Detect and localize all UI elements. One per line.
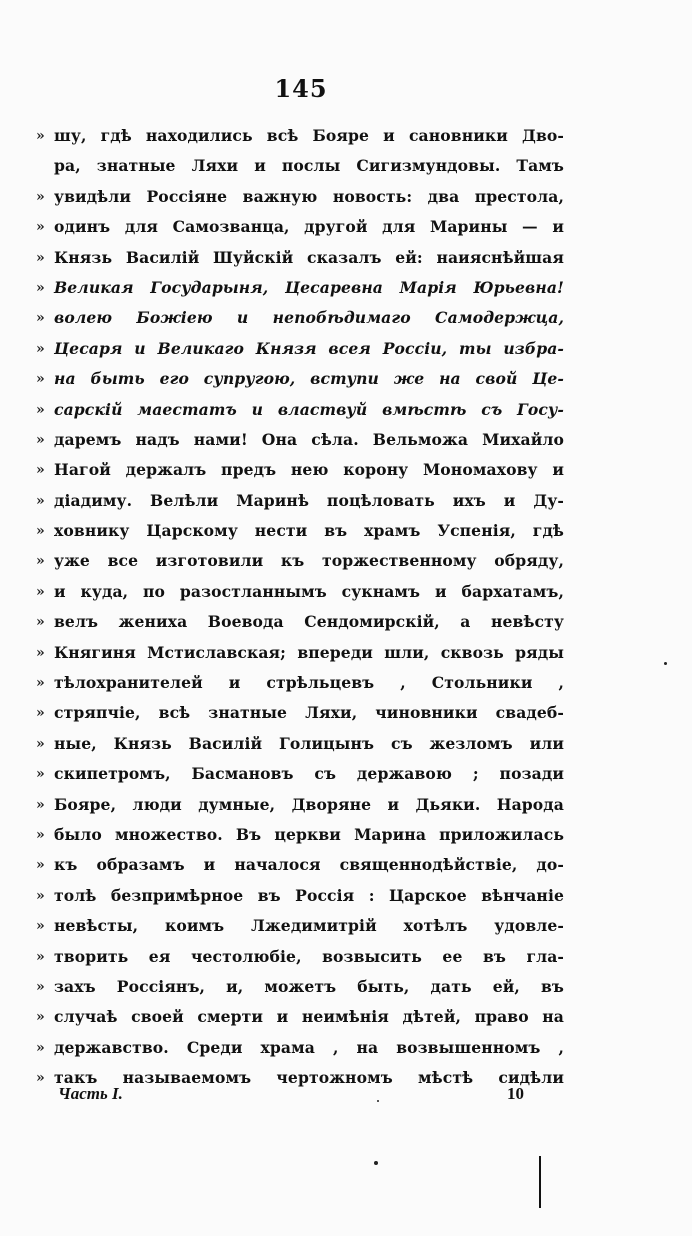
quote-marker: » [36, 796, 45, 813]
text-line [36, 212, 572, 242]
page-text-block [36, 121, 572, 1094]
line-text: уже все изготовили къ торжественному обряду, [54, 551, 564, 571]
line-text: діадиму. Велѣли Маринѣ поцѣловать ихъ и Ду- [54, 490, 564, 510]
text-line [36, 790, 572, 820]
line-text: случаѣ своей смерти и неимѣнія дѣтей, право на [54, 1007, 564, 1027]
text-line [36, 546, 572, 576]
quote-marker: » [36, 249, 45, 266]
text-line [36, 911, 572, 941]
quote-marker: » [36, 826, 45, 843]
text-line [36, 607, 572, 637]
line-text: скипетромъ, Басмановъ съ державою ; позади [54, 764, 564, 784]
quote-marker: » [36, 1009, 45, 1026]
line-text: тѣлохранителей и стрѣльцевъ , Стольники , [54, 673, 564, 693]
line-text: Нагой держалъ предъ нею корону Мономахову и [54, 460, 564, 480]
line-text: захъ Россіянъ, и, можетъ быть, дать ей, въ [54, 976, 564, 996]
line-text: стряпчіе, всѣ знатные Ляхи, чиновники свадеб- [54, 703, 564, 723]
text-line [36, 364, 572, 394]
text-line [36, 698, 572, 728]
line-text: Великая Государыня, Цесаревна Марія Юрьевна! [54, 277, 564, 297]
line-text: даремъ надъ нами! Она сѣла. Вельможа Михайло [54, 429, 564, 449]
line-text: ные, Князь Василій Голицынъ съ жезломъ или [54, 733, 564, 753]
footer-part-label: Часть I. [58, 1084, 123, 1103]
line-text: Цесаря и Великаго Князя всея Россіи, ты избра- [54, 338, 564, 358]
text-line [36, 455, 572, 485]
quote-marker: » [36, 219, 45, 236]
line-text: было множество. Въ церкви Марина приложилась [54, 824, 564, 844]
quote-marker: » [36, 431, 45, 448]
line-text: увидѣли Россіяне важную новость: два престола, [54, 186, 564, 206]
quote-marker: » [36, 948, 45, 965]
line-text: такъ называемомъ чертожномъ мѣстѣ сидѣли [54, 1068, 564, 1088]
line-text: шу, гдѣ находились всѣ Бояре и сановники Дво- [54, 126, 564, 145]
text-line [36, 1002, 572, 1032]
text-line [36, 729, 572, 759]
line-text: къ образамъ и началося священнодѣйствіе, до- [54, 855, 564, 875]
line-text: ра, знатные Ляхи и послы Сигизмундовы. Тамъ [54, 156, 564, 176]
line-text: Княгиня Мстиславская; впереди шли, сквозь ряды [54, 642, 564, 662]
quote-marker: » [36, 614, 45, 631]
page-number: 145 [274, 74, 328, 103]
quote-marker: » [36, 462, 45, 479]
line-text: державство. Среди храма , на возвышенномъ , [54, 1037, 564, 1057]
quote-marker: » [36, 188, 45, 205]
page-footer [58, 1084, 524, 1114]
line-text: Князь Василій Шуйскій сказалъ ей: наияснѣйшая [54, 247, 564, 267]
line-text: толѣ безпримѣрное въ Россія : Царское вѣнчаніе [54, 885, 564, 905]
line-text: волею Божіею и непобѣдимаго Самодержца, [54, 308, 564, 328]
text-line [36, 273, 572, 303]
text-line [36, 395, 572, 425]
text-line [36, 182, 572, 212]
quote-marker: » [36, 735, 45, 752]
footer-signature-number: 10 [507, 1084, 524, 1103]
quote-marker: » [36, 128, 45, 144]
text-line [36, 334, 572, 364]
text-line [36, 486, 572, 516]
quote-marker: » [36, 279, 45, 296]
text-line [36, 668, 572, 698]
line-text: на быть его супругою, вступи же на свой Це- [54, 369, 564, 389]
quote-marker: » [36, 523, 45, 540]
line-text: ховнику Царскому нести въ храмъ Успенія, гдѣ [54, 521, 564, 541]
quote-marker: » [36, 857, 45, 874]
quote-marker: » [36, 553, 45, 570]
quote-marker: » [36, 887, 45, 904]
line-text: одинъ для Самозванца, другой для Марины — и [54, 217, 564, 237]
quote-marker: » [36, 705, 45, 722]
line-text: творить ея честолюбіе, возвысить ее въ гла- [54, 946, 564, 966]
quote-marker: » [36, 766, 45, 783]
ink-speck [664, 662, 667, 665]
text-line [36, 850, 572, 880]
text-line [36, 577, 572, 607]
text-line [36, 638, 572, 668]
text-line [36, 151, 572, 181]
ink-speck [377, 1100, 379, 1102]
text-line [36, 121, 572, 151]
text-line [36, 972, 572, 1002]
quote-marker: » [36, 401, 45, 418]
quote-marker: » [36, 978, 45, 995]
text-line [36, 759, 572, 789]
text-line [36, 942, 572, 972]
quote-marker: » [36, 918, 45, 935]
line-text: Бояре, люди думные, Дворяне и Дьяки. Народа [54, 794, 564, 814]
text-line [36, 243, 572, 273]
quote-marker: » [36, 310, 45, 327]
quote-marker: » [36, 1039, 45, 1056]
margin-mark [539, 1156, 541, 1208]
text-line [36, 881, 572, 911]
text-line [36, 425, 572, 455]
ink-speck [374, 1161, 378, 1165]
line-text: невѣсты, коимъ Лжедимитрій хотѣлъ удовле- [54, 916, 564, 936]
quote-marker: » [36, 371, 45, 388]
quote-marker: » [36, 644, 45, 661]
quote-marker: » [36, 492, 45, 509]
quote-marker: » [36, 340, 45, 357]
quote-marker: » [36, 583, 45, 600]
text-line [36, 516, 572, 546]
line-text: и куда, по разостланнымъ сукнамъ и бархатамъ, [54, 581, 564, 601]
text-line [36, 820, 572, 850]
line-text: сарскій маестатъ и властвуй вмѣстѣ съ Госу- [54, 399, 564, 419]
text-line [36, 303, 572, 333]
line-text: велъ жениха Воевода Сендомирскій, а невѣсту [54, 612, 564, 632]
quote-marker: » [36, 675, 45, 692]
quote-marker: » [36, 1070, 45, 1087]
text-line [36, 1033, 572, 1063]
